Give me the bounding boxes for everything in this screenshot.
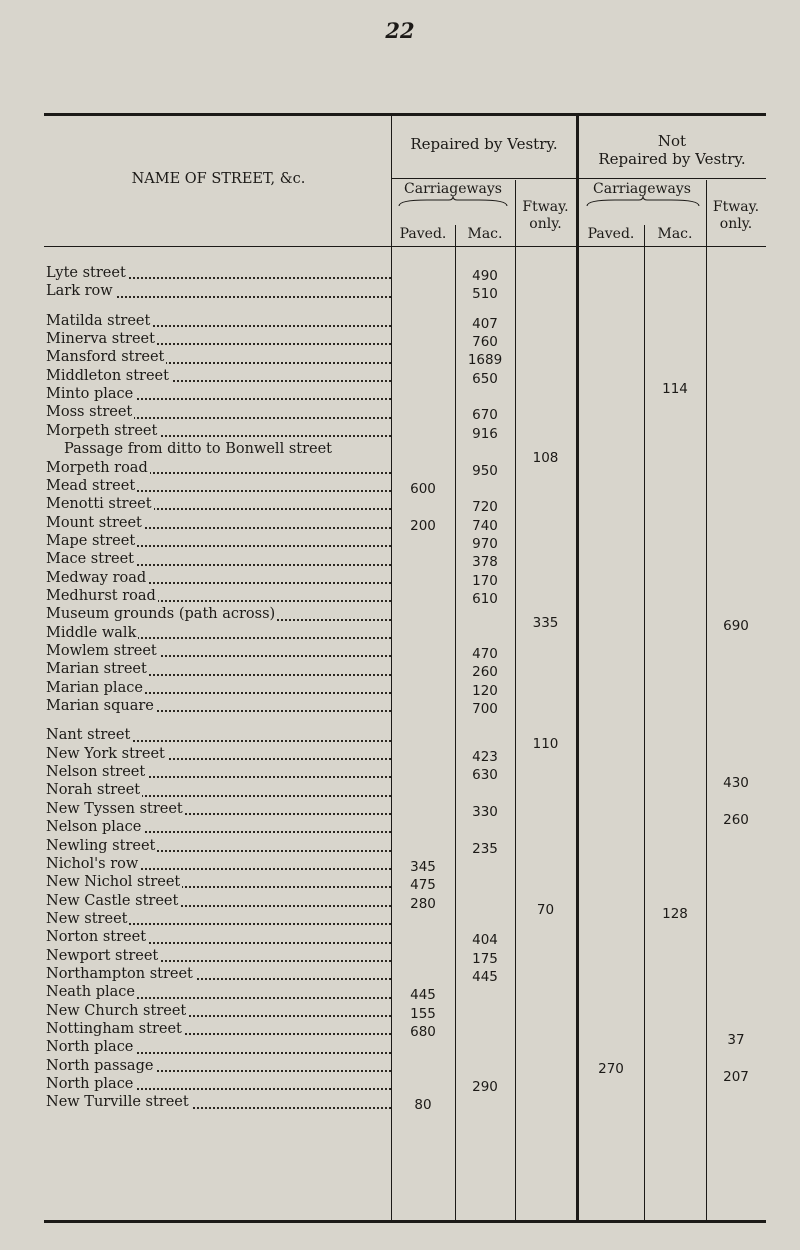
not-repaired-header-line2: Repaired by Vestry. [598, 150, 746, 168]
cell-nr-ftway: 260 [723, 812, 749, 829]
brace-icon-2 [585, 196, 701, 211]
street-name: New Turville street [46, 1093, 391, 1111]
cell-mac: 740 [472, 517, 498, 534]
cell-ftway: 70 [536, 901, 555, 918]
repaired-sub-rule [391, 178, 577, 179]
cell-paved: 200 [410, 517, 436, 534]
street-name: Matilda street [46, 312, 391, 330]
top-rule [44, 113, 766, 116]
cell-mac: 330 [472, 803, 498, 820]
ftway-only-header: only. [529, 216, 562, 232]
cell-paved: 680 [410, 1024, 436, 1040]
cell-mac: 120 [472, 682, 498, 699]
street-name: Passage from ditto to Bonwell street [64, 441, 333, 458]
cell-paved: 280 [410, 895, 436, 912]
street-name: Moss street [46, 403, 391, 421]
ftway-header-2: Ftway. [712, 199, 760, 215]
cell-nr-paved: 270 [598, 1060, 624, 1077]
cell-mac: 404 [472, 932, 498, 949]
col-divider-name [391, 116, 392, 1220]
cell-mac: 720 [472, 499, 498, 516]
bottom-rule [44, 1220, 766, 1223]
street-name: Lyte street [46, 264, 391, 282]
cell-paved: 475 [410, 877, 436, 894]
street-name: Marian square [46, 697, 391, 715]
not-repaired-header-line1: Not [657, 132, 687, 150]
col-divider-repaired [576, 116, 579, 1220]
street-name: Norton street [46, 928, 391, 946]
street-name: Mount street [46, 514, 391, 532]
cell-mac: 445 [472, 968, 498, 985]
cell-nr-mac: 114 [662, 381, 688, 398]
street-name: Minto place [46, 385, 391, 403]
cell-mac: 1689 [467, 352, 503, 369]
street-name: Lark row [46, 282, 391, 300]
cell-mac: 407 [472, 315, 498, 332]
not-repaired-sub-rule [578, 178, 766, 179]
cell-ftway: 108 [532, 450, 559, 467]
ftway-header: Ftway. [522, 199, 569, 215]
cell-mac: 760 [472, 334, 498, 351]
street-name: Newling street [46, 837, 391, 855]
street-name: New Nichol street [46, 873, 391, 891]
street-name: Mowlem street [46, 642, 391, 660]
street-name: Nichol's row [46, 855, 391, 873]
cell-mac: 700 [472, 701, 498, 718]
cell-nr-ftway: 690 [723, 617, 749, 634]
cell-mac: 510 [472, 286, 498, 303]
street-name: Medhurst road [46, 587, 391, 605]
cell-mac: 378 [472, 554, 498, 571]
street-name: North place [46, 1075, 391, 1093]
cell-paved: 345 [410, 858, 436, 875]
street-name: New Tyssen street [46, 800, 391, 818]
street-name: Mead street [46, 477, 391, 495]
street-name: Middleton street [46, 367, 391, 385]
street-name: New street [46, 910, 391, 928]
cell-nr-mac: 128 [662, 905, 688, 922]
street-name: Norah street [46, 781, 391, 799]
street-name: Minerva street [46, 330, 391, 348]
street-name: New Castle street [46, 892, 391, 910]
street-name: Nant street [46, 726, 391, 744]
street-name: Morpeth street [46, 422, 391, 440]
cell-mac: 490 [472, 268, 498, 284]
cell-nr-ftway: 430 [723, 775, 749, 792]
street-name: Mace street [46, 550, 391, 568]
brace-icon [397, 196, 509, 211]
street-name: Middle walk [46, 624, 391, 642]
street-name: New York street [46, 745, 391, 763]
cell-mac: 970 [472, 535, 498, 552]
street-name: Museum grounds (path across) [46, 605, 391, 623]
cell-mac: 916 [472, 425, 498, 442]
cell-mac: 950 [472, 462, 498, 479]
cell-mac: 260 [472, 664, 498, 681]
street-name: Marian place [46, 679, 391, 697]
street-name: Mape street [46, 532, 391, 550]
cell-paved: 600 [410, 480, 436, 497]
street-name: Northampton street [46, 965, 391, 983]
cell-mac: 175 [472, 950, 498, 967]
street-name: Menotti street [46, 495, 391, 513]
cell-paved: 445 [410, 987, 436, 1004]
street-name: North passage [46, 1057, 391, 1075]
cell-ftway: 110 [532, 736, 559, 753]
street-name: Nelson street [46, 763, 391, 781]
street-name: Neath place [46, 983, 391, 1001]
cell-mac: 650 [472, 370, 498, 387]
header-rule [44, 246, 766, 247]
ftway-only-header-2: only. [719, 216, 753, 232]
street-name: Medway road [46, 569, 391, 587]
street-name: Nottingham street [46, 1020, 391, 1038]
cell-mac: 670 [472, 407, 498, 424]
cell-mac: 235 [472, 840, 498, 857]
page-number: 22 [385, 18, 415, 43]
cell-nr-ftway: 37 [727, 1032, 745, 1049]
paved-header-2: Paved. [587, 226, 635, 242]
paved-header: Paved. [399, 226, 447, 242]
cell-mac: 470 [472, 646, 498, 662]
name-column-header: NAME OF STREET, &c. [131, 171, 306, 187]
street-name: Newport street [46, 947, 391, 965]
street-name: New Church street [46, 1002, 391, 1020]
street-name: Morpeth road [46, 459, 391, 477]
col-divider-nr-paved-mac [644, 225, 645, 1220]
cell-mac: 610 [472, 590, 498, 607]
repaired-header: Repaired by Vestry. [410, 135, 558, 153]
mac-header-2: Mac. [657, 226, 693, 242]
cell-mac: 630 [472, 767, 498, 784]
cell-mac: 170 [472, 572, 498, 589]
carriageways-header-2: Carriageways [593, 181, 691, 197]
cell-mac: 423 [472, 748, 498, 765]
cell-mac: 290 [472, 1079, 498, 1096]
cell-paved: 155 [410, 1005, 436, 1022]
street-name: Mansford street [46, 348, 391, 366]
col-divider-nr-mac-ftway [706, 180, 707, 1220]
street-name: North place [46, 1038, 391, 1056]
cell-ftway: 335 [532, 615, 559, 632]
col-divider-mac-ftway [515, 180, 516, 1220]
street-name: Marian street [46, 660, 391, 678]
cell-nr-ftway: 207 [723, 1069, 749, 1086]
cell-paved: 80 [414, 1097, 432, 1114]
carriageways-header: Carriageways [404, 181, 502, 197]
mac-header: Mac. [467, 226, 503, 242]
street-name: Nelson place [46, 818, 391, 836]
